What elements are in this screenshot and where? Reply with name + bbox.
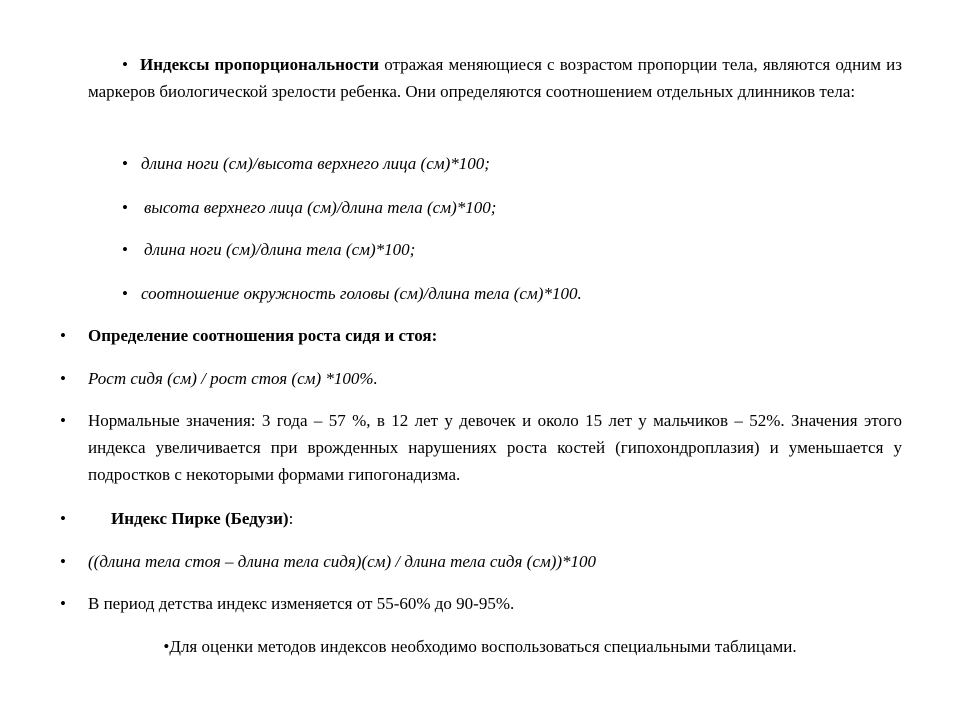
pirquet-range: В период детства индекс изменяется от 55-60% до 90-95%. [88, 594, 515, 613]
bullet: • [122, 55, 128, 74]
formula-item: соотношение окружность головы (см)/длина тела (см)*100. [141, 284, 582, 303]
bullet: • [163, 637, 170, 656]
sitting-standing-heading: Определение соотношения роста сидя и стоя: [88, 326, 438, 345]
formula-item: высота верхнего лица (см)/длина тела (см)*100; [144, 198, 497, 217]
bullet: • [60, 369, 66, 388]
bullet: • [122, 154, 128, 173]
bullet: • [60, 411, 66, 430]
bullet: • [60, 594, 66, 613]
bullet: • [122, 284, 128, 303]
bullet: • [122, 198, 128, 217]
bullet: • [122, 240, 128, 259]
intro-text: отражая меняющиеся с возрастом пропорции тела, являются одним из маркеров биологической зрелости ребенка. Они определяются соотношением отдельных длинников тела: [88, 55, 902, 101]
formula-item: длина ноги (см)/высота верхнего лица (см)*100; [141, 154, 490, 173]
intro-bold-lead: Индексы пропорциональности [140, 55, 380, 74]
pirquet-heading-line [111, 505, 293, 532]
bullet: • [60, 326, 66, 345]
pirquet-heading: Индекс Пирке (Бедузи) [111, 509, 289, 528]
pirquet-heading-suffix: : [288, 509, 294, 528]
pirquet-formula: ((длина тела стоя – длина тела сидя)(см) / длина тела сидя (см))*100 [88, 552, 597, 571]
normal-values-paragraph: Нормальные значения: 3 года – 57 %, в 12 лет у девочек и около 15 лет у мальчиков – 52%. Значения этого индекса увеличивается при врожденных нарушениях роста костей (гипохондроплазия) и уменьшается у подростков с некоторыми формами гипогонадизма. [88, 411, 902, 484]
bullet: • [60, 552, 66, 571]
bullet: • [60, 509, 66, 528]
intro-paragraph [88, 51, 902, 105]
footer-note-line [0, 633, 960, 660]
footer-note: Для оценки методов индексов необходимо воспользоваться специальными таблицами. [169, 637, 797, 656]
sitting-standing-formula: Рост сидя (см) / рост стоя (см) *100%. [88, 369, 378, 388]
formula-item: длина ноги (см)/длина тела (см)*100; [144, 240, 416, 259]
